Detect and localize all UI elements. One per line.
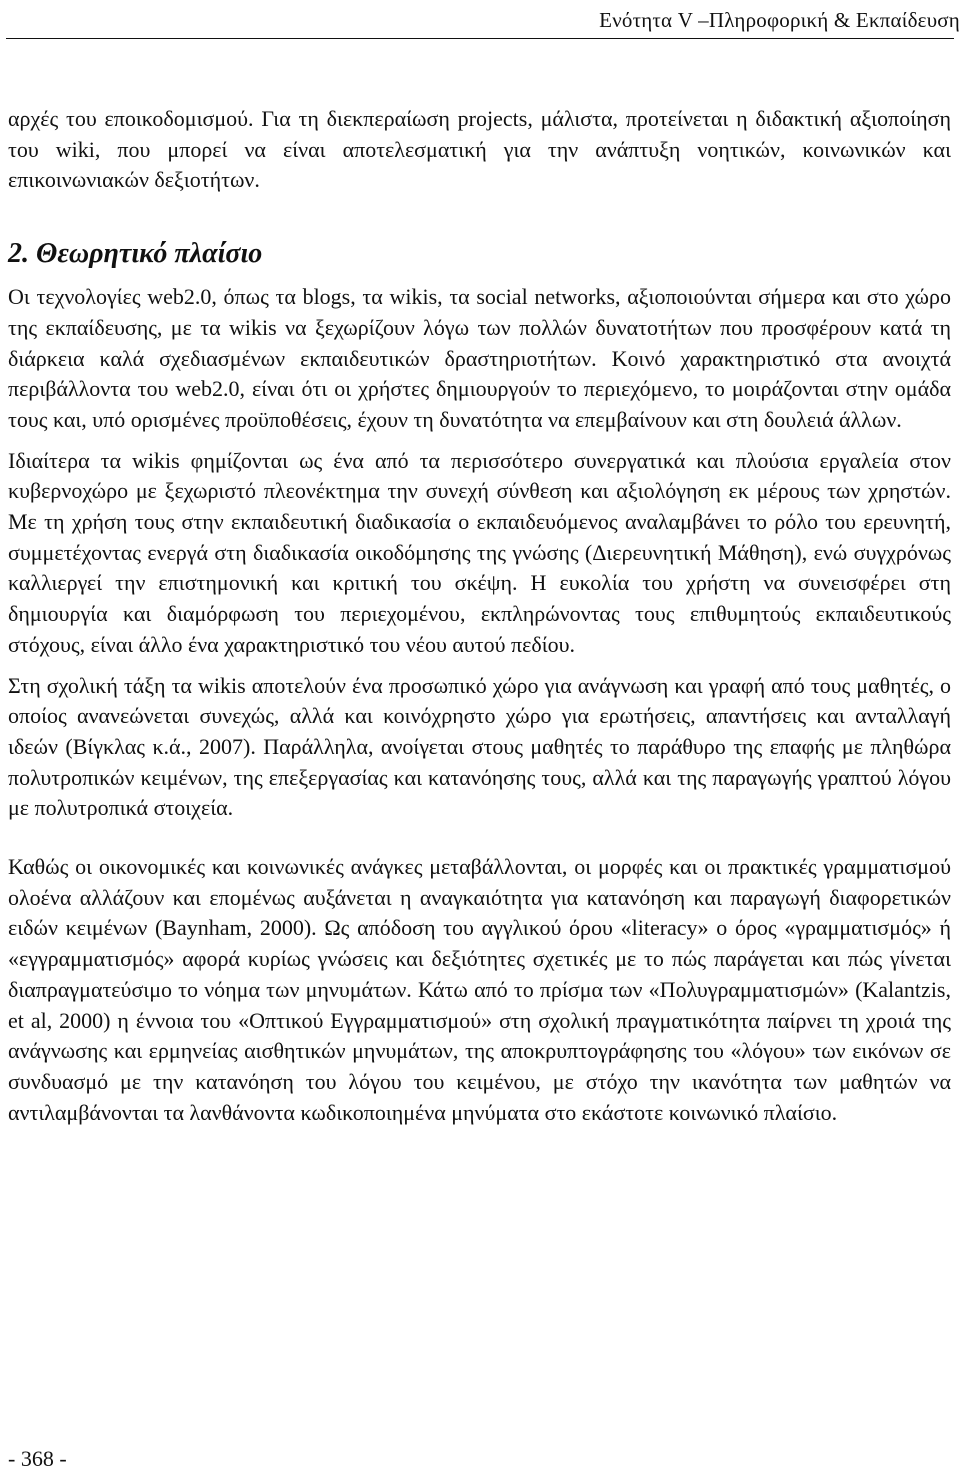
running-header: Ενότητα V –Πληροφορική & Εκπαίδευση	[599, 8, 960, 32]
page-body	[8, 104, 951, 1128]
intro-paragraph: αρχές του εποικοδομισμού. Για τη διεκπεραίωση projects, μάλιστα, προτείνεται η διδακτική αξιοποίηση του wiki, που μπορεί να είναι αποτελεσματική για την ανάπτυξη νοητικών, κοινωνικών και επικοινωνιακών δεξιοτήτων.	[8, 106, 951, 193]
header-divider	[6, 38, 954, 39]
paragraph-web20: Οι τεχνολογίες web2.0, όπως τα blogs, τα wikis, τα social networks, αξιοποιούνται σήμερα και στο χώρο της εκπαίδευσης, με τα wikis να ξεχωρίζουν λόγω των πολλών δυνατοτήτων που προσφέρουν κατά τη διάρκεια καλά σχεδιασμένων εκπαιδευτικών δραστηριοτήτων. Κοινό χαρακτηριστικό στα ανοιχτά περιβάλλοντα του web2.0, είναι ότι οι χρήστες δημιουργούν το περιεχόμενο, το μοιράζονται στην ομάδα τους και, υπό ορισμένες προϋποθέσεις, έχουν τη δυνατότητα να επεμβαίνουν και στη δουλειά άλλων.	[8, 284, 951, 432]
page-number: - 368 -	[8, 1446, 67, 1471]
paragraph-classroom-wikis: Στη σχολική τάξη τα wikis αποτελούν ένα προσωπικό χώρο για ανάγνωση και γραφή από τους μαθητές, ο οποίος ανανεώνεται συνεχώς, αλλά και κοινόχρηστο χώρο για ερωτήσεις, απαντήσεις και ανταλλαγή ιδεών (Βίγκλας κ.ά., 2007). Παράλληλα, ανοίγεται στους μαθητές το παράθυρο της επαφής με πληθώρα πολυτροπικών κειμένων, της επεξεργασίας και κατανόησης τους, αλλά και της παραγωγής γραπτού λόγου με πολυτροπικά στοιχεία.	[8, 672, 951, 821]
paragraph-literacy: Καθώς οι οικονομικές και κοινωνικές ανάγκες μεταβάλλονται, οι μορφές και οι πρακτικές γραμματισμού ολοένα αλλάζουν και επομένως αυξάνεται η αναγκαιότητα για κατανόηση και παραγωγή διαφορετικών ειδών κειμένων (Baynham, 2000). Ως απόδοση του αγγλικού όρου «literacy» ο όρος «γραμματισμός» ή «εγγραμματισμός» αφορά κυρίως γνώσεις και δεξιότητες σχετικές με το πώς παράγεται και πώς γίνεται διαπραγματεύσιμο το νόημα των μηνυμάτων. Κάτω από το πρίσμα των «Πολυγραμματισμών» (Kalantzis, et al, 2000) η έννοια του «Οπτικού Εγγραμματισμού» στη σχολική πραγματικότητα παίρνει τη χροιά της ανάγνωσης και ερμηνείας αισθητικών μηνυμάτων, της αποκρυπτογράφησης του «λόγου» των εικόνων σε συνδυασμό με την κατανόηση του λόγου του κειμένου, με στόχο την ικανότητα των μαθητών να αντιλαμβάνονται τα λανθάνοντα κωδικοποιημένα μηνύματα στο εκάστοτε κοινωνικό πλαίσιο.	[8, 854, 951, 1125]
section-heading: 2. Θεωρητικό πλαίσιο	[8, 238, 263, 270]
paragraph-wikis-collaboration: Ιδιαίτερα τα wikis φημίζονται ως ένα από τα περισσότερο συνεργατικά και πλούσια εργαλεία στον κυβερνοχώρο με ξεχωριστό πλεονέκτημα την συνεχή σύνθεση και αξιολόγηση εκ μέρους των χρηστών. Με τη χρήση τους στην εκπαιδευτική διαδικασία ο εκπαιδευόμενος αναλαμβάνει το ρόλο του ερευνητή, συμμετέχοντας ενεργά στη διαδικασία οικοδόμησης της γνώσης (Διερευνητική Μάθηση), ενώ συγχρόνως καλλιεργεί την επιστημονική και κριτική του σκέψη. Η ευκολία του χρήστη να συνεισφέρει στη δημιουργία και διαμόρφωση του περιεχομένου, εκπληρώνοντας τους επιθυμητούς εκπαιδευτικούς στόχους, είναι άλλο ένα χαρακτηριστικό του νέου αυτού πεδίου.	[8, 447, 951, 657]
